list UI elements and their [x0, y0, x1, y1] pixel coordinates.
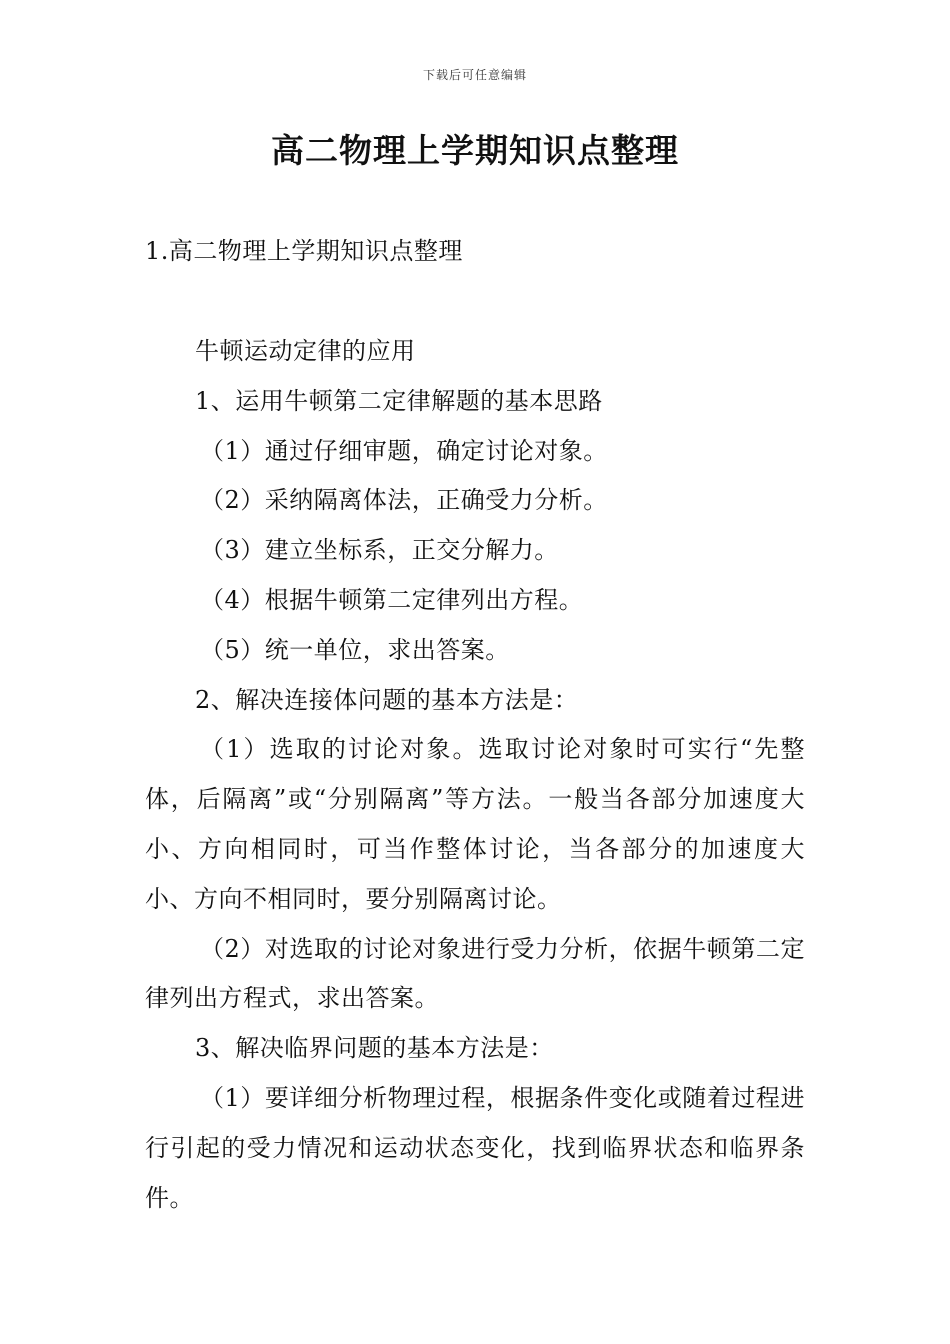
paragraph-step-4: （4）根据牛顿第二定律列出方程。 [200, 585, 584, 614]
paragraph-step-1: （1）通过仔细审题，确定讨论对象。 [200, 436, 608, 465]
document-body [145, 327, 805, 1223]
section-title: 1.高二物理上学期知识点整理 [145, 237, 463, 265]
paragraph-step-3: （3）建立坐标系，正交分解力。 [200, 536, 559, 565]
paragraph-heading-1: 1、运用牛顿第二定律解题的基本思路 [195, 386, 603, 415]
paragraph-connected-1: （1）选取的讨论对象。选取讨论对象时可实行“先整体，后隔离”或“分别隔离”等方法。一般当各部分加速度大小、方向相同时，可当作整体讨论，当各部分的加速度大小、方向不相同时，要分别隔离讨论。 [145, 735, 805, 913]
paragraph-step-2: （2）采纳隔离体法，正确受力分析。 [200, 486, 608, 515]
paragraph-heading-2: 2、解决连接体问题的基本方法是： [195, 685, 579, 714]
paragraph-heading-3: 3、解决临界问题的基本方法是： [195, 1034, 554, 1063]
header-note: 下载后可任意编辑 [422, 68, 527, 82]
paragraph-critical-1: （1）要详细分析物理过程，根据条件变化或随着过程进行引起的受力情况和运动状态变化，找到临界状态和临界条件。 [145, 1083, 805, 1212]
paragraph-step-5: （5）统一单位，求出答案。 [200, 635, 510, 664]
document-title: 高二物理上学期知识点整理 [271, 131, 679, 170]
paragraph-connected-2: （2）对选取的讨论对象进行受力分析，依据牛顿第二定律列出方程式，求出答案。 [145, 934, 805, 1013]
paragraph-topic: 牛顿运动定律的应用 [195, 337, 416, 365]
